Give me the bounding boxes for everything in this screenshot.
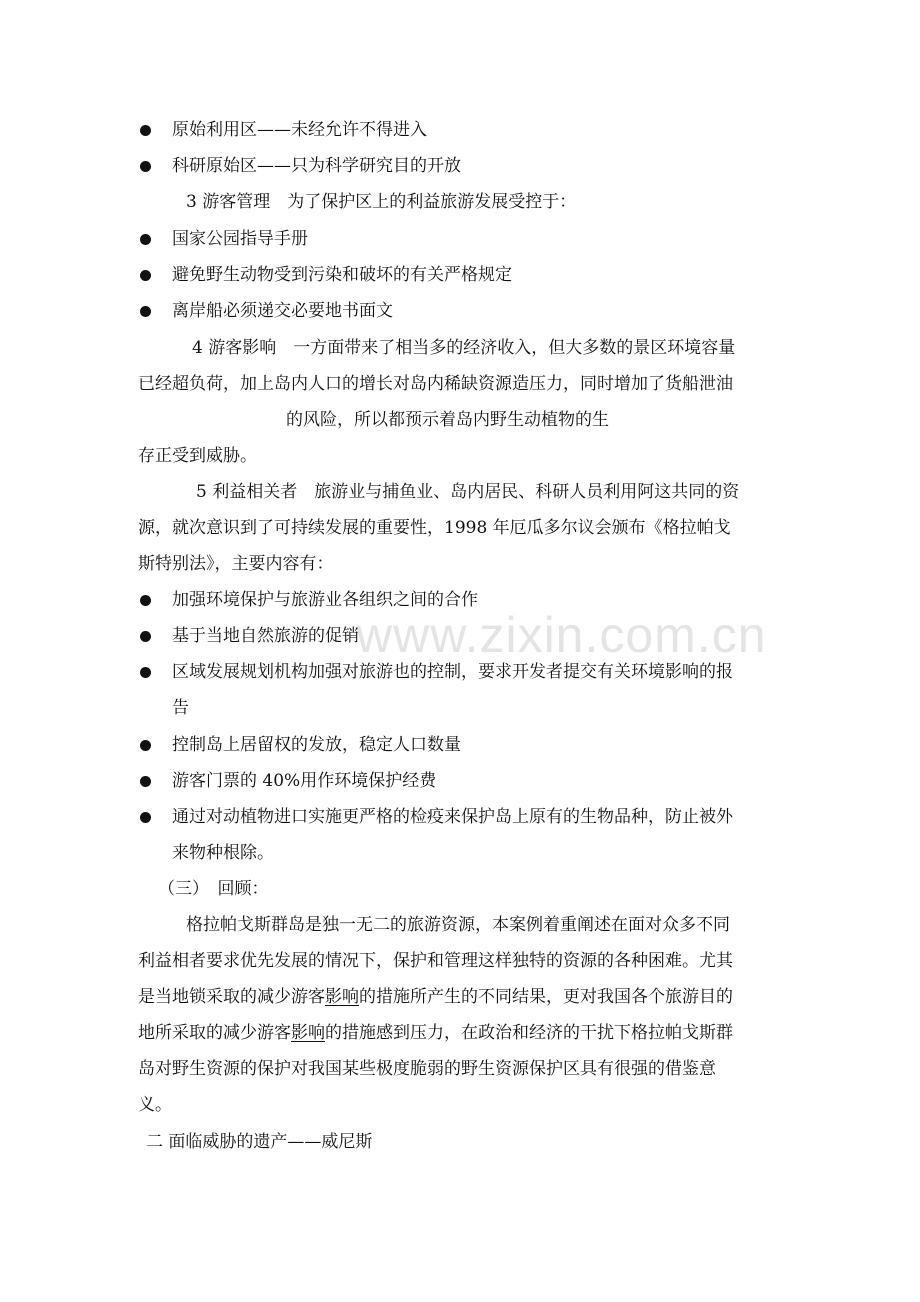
bullet-dot-icon bbox=[140, 667, 151, 678]
list-item: 区域发展规划机构加强对旅游也的控制，要求开发者提交有关环境影响的报 bbox=[172, 662, 733, 682]
list-item-continuation: 告 bbox=[172, 698, 189, 718]
list-item: 离岸船必须递交必要地书面文 bbox=[172, 301, 393, 321]
bullet-dot-icon bbox=[140, 306, 151, 317]
list-item: 加强环境保护与旅游业各组织之间的合作 bbox=[172, 590, 478, 610]
list-item: 科研原始区——只为科学研究目的开放 bbox=[172, 156, 461, 176]
paragraph-line: 利益相者要求优先发展的情况下，保护和管理这样独特的资源的各种困难。尤其 bbox=[138, 951, 733, 971]
paragraph-line bbox=[138, 985, 733, 1009]
paragraph-line: 格拉帕戈斯群岛是独一无二的旅游资源，本案例着重阐述在面对众多不同 bbox=[186, 915, 730, 935]
list-item: 避免野生动物受到污染和破坏的有关严格规定 bbox=[172, 265, 512, 285]
underlined-term: 影响 bbox=[291, 1023, 325, 1043]
paragraph-line: 已经超负荷，加上岛内人口的增长对岛内稀缺资源造压力，同时增加了货船泄油 bbox=[138, 374, 733, 394]
bullet-dot-icon bbox=[140, 270, 151, 281]
bullet-dot-icon bbox=[140, 234, 151, 245]
text-run: 是当地锁采取的减少游客 bbox=[138, 987, 325, 1007]
text-run: 地所采取的减少游客 bbox=[138, 1023, 291, 1043]
paragraph-line: 存正受到威胁。 bbox=[138, 446, 257, 466]
list-item: 游客门票的 40%用作环境保护经费 bbox=[172, 771, 437, 791]
list-item: 控制岛上居留权的发放，稳定人口数量 bbox=[172, 735, 461, 755]
paragraph-line: 岛对野生资源的保护对我国某些极度脆弱的野生资源保护区具有很强的借鉴意 bbox=[138, 1059, 716, 1079]
paragraph-line: 斯特别法》，主要内容有： bbox=[138, 554, 334, 574]
paragraph-line bbox=[138, 1021, 733, 1045]
paragraph-line: 4 游客影响 一方面带来了相当多的经济收入，但大多数的景区环境容量 bbox=[192, 338, 736, 358]
list-item: 通过对动植物进口实施更严格的检疫来保护岛上原有的生物品种，防止被外 bbox=[172, 807, 733, 827]
section-heading-venice: 二 面临威胁的遗产——威尼斯 bbox=[146, 1132, 373, 1152]
bullet-dot-icon bbox=[140, 776, 151, 787]
paragraph-line: 义。 bbox=[138, 1095, 172, 1115]
list-item: 国家公园指导手册 bbox=[172, 229, 308, 249]
list-item: 基于当地自然旅游的促销 bbox=[172, 626, 359, 646]
bullet-dot-icon bbox=[140, 125, 151, 136]
paragraph-line: 源，就次意识到了可持续发展的重要性，1998 年厄瓜多尔议会颁布《格拉帕戈 bbox=[138, 518, 731, 538]
section-heading-review: （三） 回顾： bbox=[158, 879, 269, 899]
bullet-dot-icon bbox=[140, 812, 151, 823]
bullet-dot-icon bbox=[140, 595, 151, 606]
bullet-dot-icon bbox=[140, 740, 151, 751]
text-run: 的措施感到压力，在政治和经济的干扰下格拉帕戈斯群 bbox=[325, 1023, 733, 1043]
section-heading-visitor-management: 3 游客管理 为了保护区上的利益旅游发展受控于： bbox=[186, 192, 577, 212]
paragraph-line: 5 利益相关者 旅游业与捕鱼业、岛内居民、科研人员利用阿这共同的资 bbox=[196, 482, 740, 502]
paragraph-line: 的风险，所以都预示着岛内野生动植物的生 bbox=[286, 410, 609, 430]
bullet-dot-icon bbox=[140, 161, 151, 172]
underlined-term: 影响 bbox=[325, 987, 359, 1007]
text-run: 的措施所产生的不同结果，更对我国各个旅游目的 bbox=[359, 987, 733, 1007]
bullet-dot-icon bbox=[140, 631, 151, 642]
list-item-continuation: 来物种根除。 bbox=[172, 843, 274, 863]
watermark: www.zixin.com.cn bbox=[356, 607, 767, 663]
list-item: 原始利用区——未经允许不得进入 bbox=[172, 120, 427, 140]
